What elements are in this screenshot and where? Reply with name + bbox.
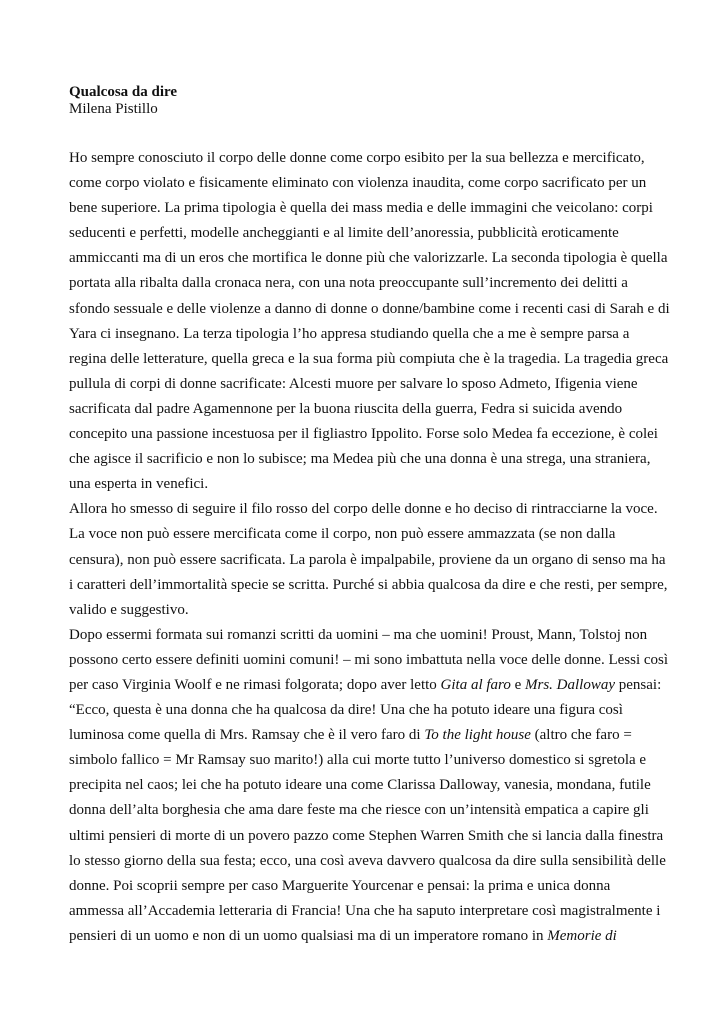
line-text: (altro che faro = <box>530 727 632 744</box>
book-title-italic: Mrs. Dalloway <box>525 676 616 693</box>
body-line: concepito una passione incestuosa per il figliastro Ippolito. Forse solo Medea fa eccezione, è colei <box>69 426 658 443</box>
body-line: regina delle letterature, quella greca e la sua forma più compiuta che è la tragedia. La tragedia greca <box>69 350 669 367</box>
body-line: censura), non può essere sacrificata. La parola è impalpabile, proviene da un organo di senso ma ha <box>69 551 666 568</box>
body-line: simbolo fallico = Mr Ramsay suo marito!) alla cui morte tutto l’universo domestico si sgretola e <box>69 752 647 769</box>
body-line: i caratteri dell’immortalità specie se scritta. Purché si abbia qualcosa da dire e che resti, per sempre, <box>69 576 668 593</box>
body-line: donne. Poi scoprii sempre per caso Marguerite Yourcenar e pensai: la prima e unica donna <box>69 877 611 894</box>
body-line: La voce non può essere mercificata come il corpo, non può essere ammazzata (se non dalla <box>69 526 616 543</box>
body-line: Yara ci insegnano. La terza tipologia l’ho appresa studiando quella che a me è sempre parsa a <box>69 325 630 342</box>
body-line: portata alla ribalta dalla cronaca nera, con una nota preoccupante sull’incremento dei delitti a <box>69 275 628 292</box>
body-line: una esperta in venefici. <box>69 476 209 493</box>
document-author: Milena Pistillo <box>69 101 158 117</box>
body-line: che agisce il sacrificio e non lo subisce; ma Medea più che una donna è una strega, una straniera, <box>69 451 651 468</box>
body-line: seducenti e perfetti, modelle ancheggianti e al limite dell’anoressia, pubblicità eroticamente <box>69 225 619 242</box>
body-line: come corpo violato e fisicamente eliminato con violenza inaudita, come corpo sacrificato per un <box>69 175 647 192</box>
body-line: bene superiore. La prima tipologia è quella dei mass media e delle immagini che veicolano: corpi <box>69 200 653 217</box>
book-title-italic: Memorie di <box>547 927 617 944</box>
body-line: sfondo sessuale e delle violenze a danno di donne o donne/bambine come i recenti casi di Sarah e di <box>69 300 670 317</box>
line-text: per caso Virginia Woolf e ne rimasi folgorata; dopo aver letto <box>69 676 441 693</box>
body-line: donna dell’alta borghesia che ama dare feste ma che riesce con un’intensità empatica a capire gli <box>69 802 649 819</box>
body-line: precipita nel caos; lei che ha potuto ideare una come Clarissa Dalloway, vanesia, mondana, futile <box>69 777 651 794</box>
body-line: ultimi pensieri di morte di un povero pazzo come Stephen Warren Smith che si lancia dalla finestra <box>69 827 664 844</box>
line-text: e <box>510 676 526 693</box>
body-line <box>69 673 669 698</box>
line-text: pensai: <box>615 676 662 693</box>
document-title: Qualcosa da dire <box>69 84 178 100</box>
body-line: Dopo essermi formata sui romanzi scritti da uomini – ma che uomini! Proust, Mann, Tolstoj non <box>69 626 648 643</box>
body-line: “Ecco, questa è una donna che ha qualcosa da dire! Una che ha potuto ideare una figura così <box>69 702 623 719</box>
body-line <box>69 924 669 949</box>
body-line: Ho sempre conosciuto il corpo delle donne come corpo esibito per la sua bellezza e mercificato, <box>69 150 645 166</box>
body-line: sacrificata dal padre Agamennone per la buona riuscita della guerra, Fedra si suicida avendo <box>69 400 623 417</box>
line-text: pensieri di un uomo e non di un uomo qualsiasi ma di un imperatore romano in <box>69 927 548 944</box>
body-line: possono certo essere definiti uomini comuni! – mi sono imbattuta nella voce delle donne. Lessi così <box>69 651 669 668</box>
body-line: ammessa all’Accademia letteraria di Francia! Una che ha saputo interpretare così magistralmente i <box>69 902 661 919</box>
document-text <box>69 84 669 949</box>
body-line: ammiccanti ma di un eros che mortifica le donne più che valorizzarle. La seconda tipologia è quella <box>69 250 668 267</box>
book-title-italic: Gita al faro <box>440 676 511 693</box>
body-line: lo stesso giorno della sua festa; ecco, una così aveva davvero qualcosa da dire sulla sensibilità delle <box>69 852 666 869</box>
body-line: pullula di corpi di donne sacrificate: Alcesti muore per salvare lo sposo Admeto, Ifigenia viene <box>69 375 638 392</box>
body-line: Allora ho smesso di seguire il filo rosso del corpo delle donne e ho deciso di rintracciarne la voce. <box>69 501 658 518</box>
book-title-italic: To the light house <box>424 727 531 744</box>
document-body <box>69 146 669 949</box>
line-text: luminosa come quella di Mrs. Ramsay che è il vero faro di <box>69 727 425 744</box>
body-line <box>69 723 669 748</box>
body-line: valido e suggestivo. <box>69 601 189 618</box>
